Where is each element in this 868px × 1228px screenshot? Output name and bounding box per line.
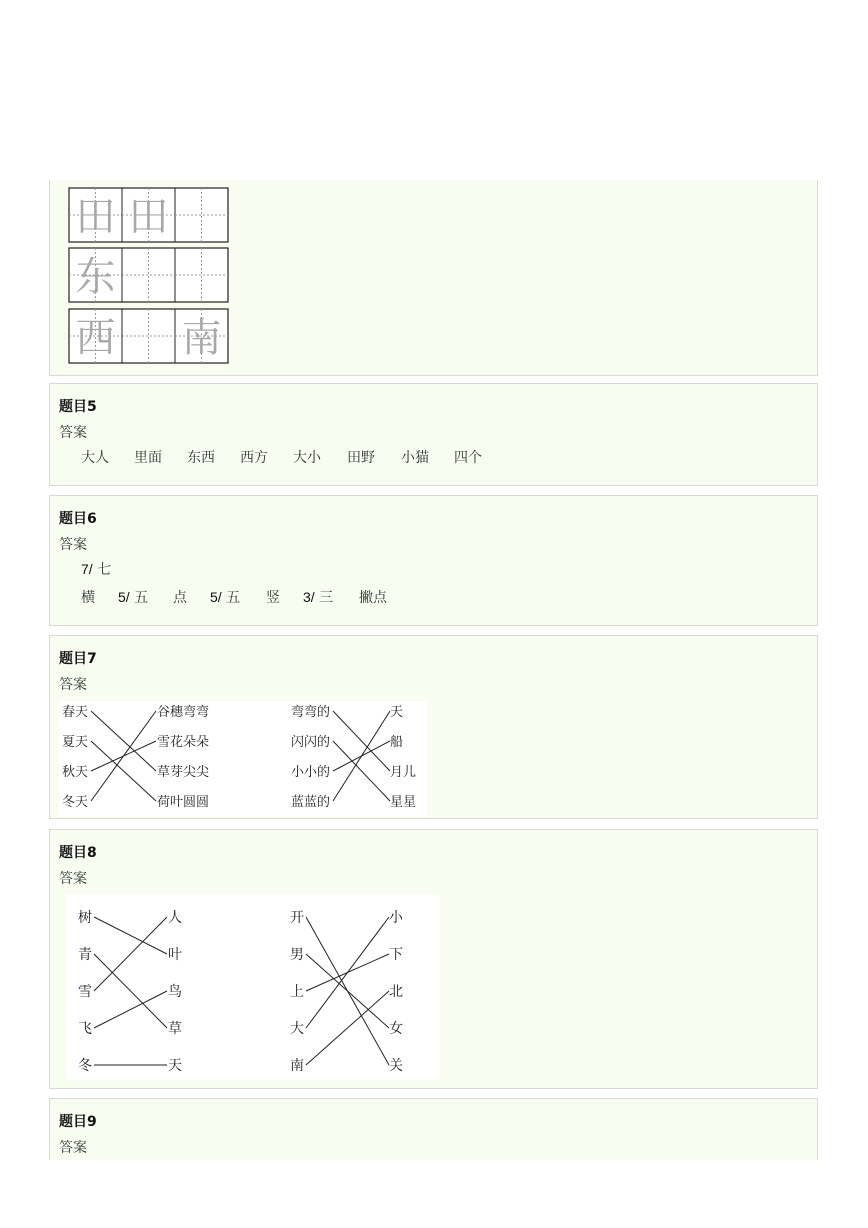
match-right-item: 草芽尖尖 [157,765,210,780]
answer-word: 里面 [134,450,162,466]
match-right-item: 雪花朵朵 [157,735,210,750]
match-line [333,711,390,801]
match-line [94,954,167,1028]
match-right-item: 天 [168,1058,182,1074]
grid-character: 南 [181,315,222,361]
grid-character: 西 [75,315,116,361]
match-line [333,711,390,771]
question-4-card [49,180,818,376]
match-left-item: 开 [290,910,304,926]
match-left-item: 小小的 [291,765,331,780]
match-left-item: 雪 [78,984,92,1000]
match-left-item: 飞 [78,1021,92,1037]
match-left-item: 青 [78,947,92,963]
stroke-answer-item: 横 [81,590,95,606]
question-title: 题目8 [59,845,97,861]
match-left-item: 上 [290,984,304,1000]
answer-word: 大小 [293,450,321,466]
match-right-item: 鸟 [168,984,182,1000]
match-line [94,917,167,991]
match-left-item: 男 [290,947,304,963]
match-right-item: 谷穗弯弯 [157,705,210,720]
match-right-item: 关 [389,1058,403,1074]
stroke-answer-item: 竖 [266,590,280,606]
match-line [94,991,167,1028]
match-left-item: 蓝蓝的 [291,795,331,810]
question-title: 题目9 [59,1114,97,1130]
answer-label: 答案 [59,871,87,887]
match-right-item: 月儿 [390,765,417,780]
question-8-card [49,829,818,1089]
match-right-item: 叶 [168,947,182,963]
match-left-item: 秋天 [62,765,89,780]
question-9-card [49,1098,818,1160]
question-title: 题目5 [59,399,97,415]
match-line [91,711,156,801]
stroke-answer-item: 5/ 五 [210,589,241,606]
stroke-answer-item: 撇点 [359,590,387,606]
match-right-item: 女 [389,1021,403,1037]
match-left-item: 树 [78,910,92,926]
answer-label: 答案 [59,537,87,553]
stroke-count-answer: 7/ 七 [81,561,112,578]
question-5-card [49,383,818,486]
matching-lines [66,894,440,1080]
match-left-item: 弯弯的 [291,705,331,720]
match-left-item: 闪闪的 [291,735,331,750]
answer-word: 小猫 [401,450,429,466]
match-right-item: 天 [390,705,404,720]
grid-character: 田 [75,194,116,240]
grid-row [68,187,232,244]
answer-word: 四个 [454,450,482,466]
grid-row [68,247,232,304]
match-line [91,711,156,771]
match-line [94,917,167,954]
match-right-item: 小 [389,910,403,926]
match-right-item: 人 [168,910,182,926]
answer-word: 西方 [240,450,268,466]
match-line [306,954,389,1028]
match-right-item: 荷叶圆圆 [157,795,210,810]
match-right-item: 星星 [390,795,417,810]
match-left-item: 冬天 [62,795,89,810]
match-line [333,741,390,801]
match-right-item: 北 [389,984,403,1000]
matching-image [58,701,427,817]
matching-image [66,894,440,1080]
grid-character: 东 [75,254,116,300]
answer-word: 大人 [81,450,109,466]
stroke-answer-item: 3/ 三 [303,589,334,606]
match-right-item: 船 [390,735,404,750]
match-right-item: 下 [389,947,403,963]
match-left-item: 夏天 [62,735,89,750]
match-left-item: 大 [290,1021,304,1037]
answer-label: 答案 [59,677,87,693]
question-6-card [49,495,818,626]
stroke-answer-item: 点 [173,590,187,606]
match-line [306,917,389,1028]
match-left-item: 冬 [78,1058,92,1074]
matching-lines [58,701,427,817]
question-title: 题目7 [59,651,97,667]
question-title: 题目6 [59,511,97,527]
match-line [306,991,389,1065]
match-left-item: 南 [290,1058,304,1074]
grid-character: 田 [128,194,169,240]
answer-label: 答案 [59,1140,87,1156]
match-left-item: 春天 [62,705,89,720]
stroke-answer-item: 5/ 五 [118,589,149,606]
answer-label: 答案 [59,425,87,441]
answer-word: 田野 [347,450,375,466]
answer-word: 东西 [187,450,215,466]
match-right-item: 草 [168,1021,182,1037]
grid-row [68,308,232,365]
question-7-card [49,635,818,819]
match-line [91,741,156,801]
